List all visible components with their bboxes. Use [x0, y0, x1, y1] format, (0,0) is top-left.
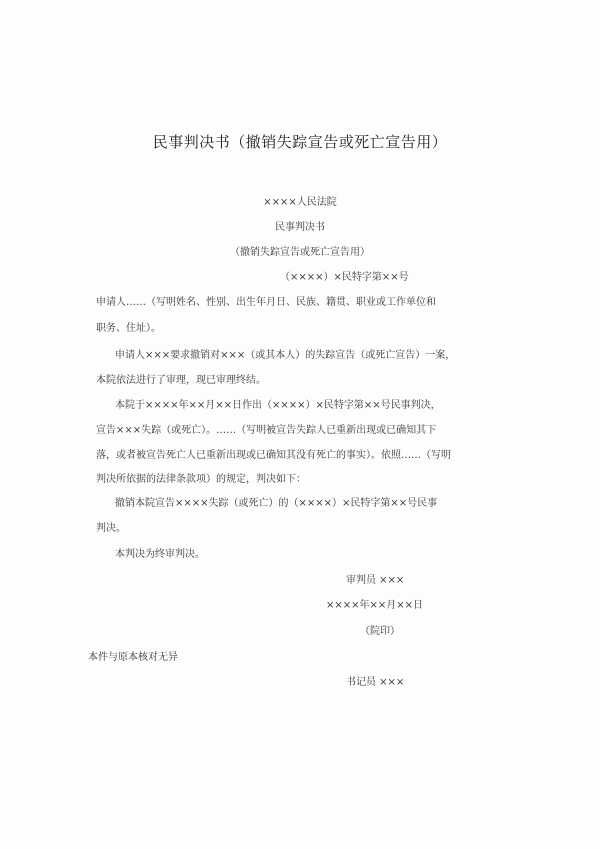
- verification-note: 本件与原本核对无异: [88, 652, 178, 663]
- court-seal: （院印）: [360, 626, 400, 637]
- court-name: ××××人民法院: [263, 197, 337, 208]
- clerk-signature: 书记员 ×××: [346, 677, 405, 688]
- facts-line-1: 本院于××××年××月××日作出（××××）×民特字第××号民事判决，: [115, 400, 441, 411]
- judge-signature: 审判员 ×××: [346, 575, 405, 586]
- facts-line-4: 判决所依据的法律条款项）的规定，判决如下：: [96, 474, 306, 485]
- request-line-1: 申请人×××要求撤销对×××（或其本人）的失踪宣告（或死亡宣告）一案，: [115, 350, 456, 361]
- doc-type-heading: 民事判决书: [275, 222, 325, 233]
- judgment-line-1: 撤销本院宣告××××失踪（或死亡）的（××××）×民特字第××号民事: [115, 498, 438, 509]
- applicant-line-2: 职务、住址）。: [96, 323, 161, 334]
- request-line-2: 本院依法进行了审理，现已审理终结。: [96, 375, 266, 386]
- facts-line-2: 宣告×××失踪（或死亡）。……（写明被宣告失踪人已重新出现或已确知其下: [96, 425, 437, 436]
- applicant-line-1: 申请人……（写明姓名、性别、出生年月日、民族、籍贯、职业或工作单位和: [96, 297, 436, 308]
- case-number: （××××）×民特字第××号: [280, 272, 409, 283]
- final-note: 本判决为终审判决。: [115, 549, 205, 560]
- judgment-line-2: 判决。: [96, 523, 126, 534]
- judgment-date: ××××年××月××日: [326, 600, 424, 611]
- document-title: 民事判决书（撤销失踪宣告或死亡宣告用）: [152, 133, 448, 151]
- facts-line-3: 落，或者被宣告死亡人已重新出现或已确知其没有死亡的事实）。依照……（写明: [96, 450, 451, 461]
- doc-subtitle: （撤销失踪宣告或死亡宣告用）: [230, 247, 370, 258]
